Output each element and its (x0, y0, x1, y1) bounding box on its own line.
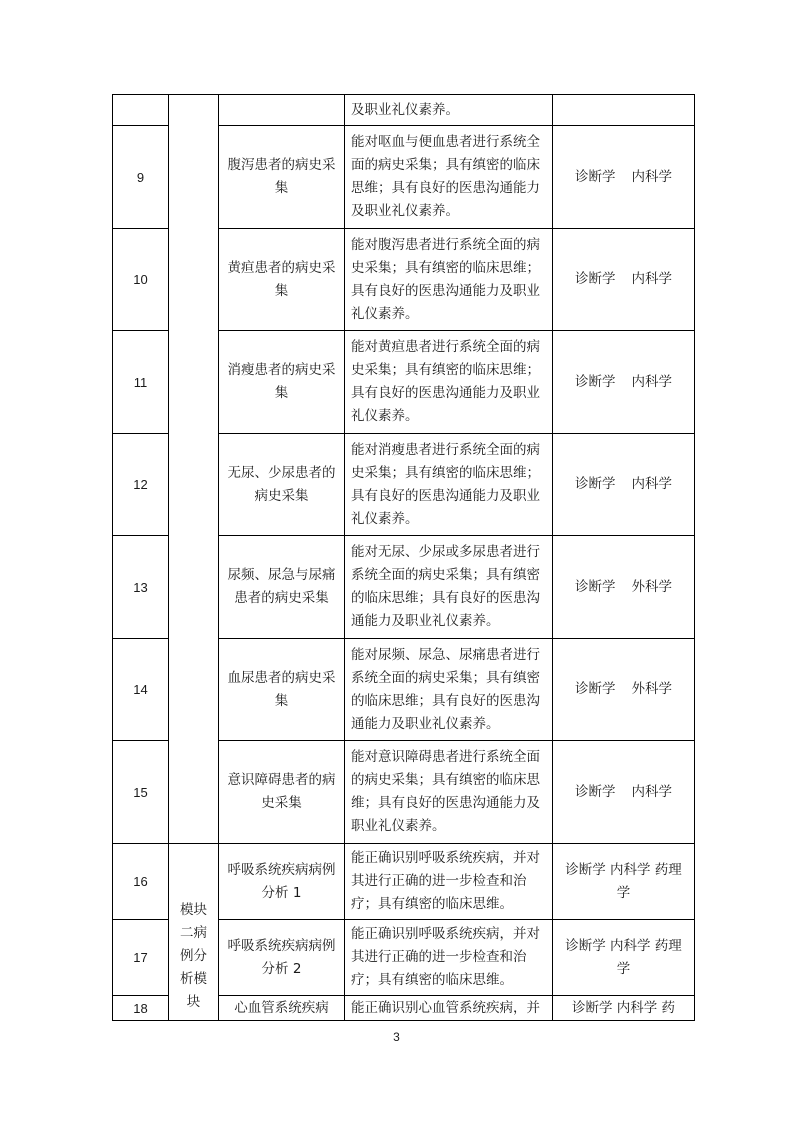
row-number (113, 95, 169, 126)
item-name: 无尿、少尿患者的病史采集 (219, 434, 345, 536)
related-courses: 诊断学 内科学 (553, 434, 695, 536)
item-name: 呼吸系统疾病病例分析 2 (219, 920, 345, 996)
table-row (113, 95, 695, 126)
related-courses: 诊断学 内科学 药理学 (553, 844, 695, 920)
item-name: 尿频、尿急与尿痛患者的病史采集 (219, 536, 345, 639)
row-number: 13 (113, 536, 169, 639)
related-courses: 诊断学 内科学 药 (553, 996, 695, 1021)
item-name: 血尿患者的病史采集 (219, 639, 345, 741)
related-courses: 诊断学 内科学 药理学 (553, 920, 695, 996)
row-number: 17 (113, 920, 169, 996)
item-name: 腹泻患者的病史采集 (219, 126, 345, 229)
item-name: 黄疸患者的病史采集 (219, 229, 345, 331)
row-number: 10 (113, 229, 169, 331)
table-row (113, 844, 695, 920)
item-description: 能对无尿、少尿或多尿患者进行系统全面的病史采集；具有缜密的临床思维；具有良好的医患沟通能力及职业礼仪素养。 (345, 536, 553, 639)
item-description: 能对意识障碍患者进行系统全面的病史采集；具有缜密的临床思维；具有良好的医患沟通能力及职业礼仪素养。 (345, 741, 553, 844)
item-description: 能正确识别心血管系统疾病，并 (345, 996, 553, 1021)
row-number: 14 (113, 639, 169, 741)
item-description: 能正确识别呼吸系统疾病，并对其进行正确的进一步检查和治疗；具有缜密的临床思维。 (345, 920, 553, 996)
item-description: 能正确识别呼吸系统疾病，并对其进行正确的进一步检查和治疗；具有缜密的临床思维。 (345, 844, 553, 920)
related-courses: 诊断学 外科学 (553, 639, 695, 741)
related-courses (553, 95, 695, 126)
module-cell-continued (169, 95, 219, 844)
curriculum-table (112, 94, 695, 1021)
row-number: 12 (113, 434, 169, 536)
item-name: 意识障碍患者的病史采集 (219, 741, 345, 844)
item-description: 能对呕血与便血患者进行系统全面的病史采集；具有缜密的临床思维；具有良好的医患沟通能力及职业礼仪素养。 (345, 126, 553, 229)
item-name: 消瘦患者的病史采集 (219, 331, 345, 434)
item-name: 心血管系统疾病 (219, 996, 345, 1021)
item-description: 能对尿频、尿急、尿痛患者进行系统全面的病史采集；具有缜密的临床思维；具有良好的医患沟通能力及职业礼仪素养。 (345, 639, 553, 741)
row-number: 11 (113, 331, 169, 434)
page-number: 3 (393, 1030, 400, 1044)
item-description: 及职业礼仪素养。 (345, 95, 553, 126)
related-courses: 诊断学 外科学 (553, 536, 695, 639)
item-name: 呼吸系统疾病病例分析 1 (219, 844, 345, 920)
related-courses: 诊断学 内科学 (553, 741, 695, 844)
row-number: 16 (113, 844, 169, 920)
item-description: 能对消瘦患者进行系统全面的病史采集；具有缜密的临床思维；具有良好的医患沟通能力及职业礼仪素养。 (345, 434, 553, 536)
module-2-label: 模块二病例分析模块 (169, 844, 219, 1021)
row-number: 18 (113, 996, 169, 1021)
item-description: 能对腹泻患者进行系统全面的病史采集；具有缜密的临床思维；具有良好的医患沟通能力及职业礼仪素养。 (345, 229, 553, 331)
related-courses: 诊断学 内科学 (553, 331, 695, 434)
related-courses: 诊断学 内科学 (553, 229, 695, 331)
row-number: 15 (113, 741, 169, 844)
item-name (219, 95, 345, 126)
related-courses: 诊断学 内科学 (553, 126, 695, 229)
item-description: 能对黄疸患者进行系统全面的病史采集；具有缜密的临床思维；具有良好的医患沟通能力及职业礼仪素养。 (345, 331, 553, 434)
row-number: 9 (113, 126, 169, 229)
